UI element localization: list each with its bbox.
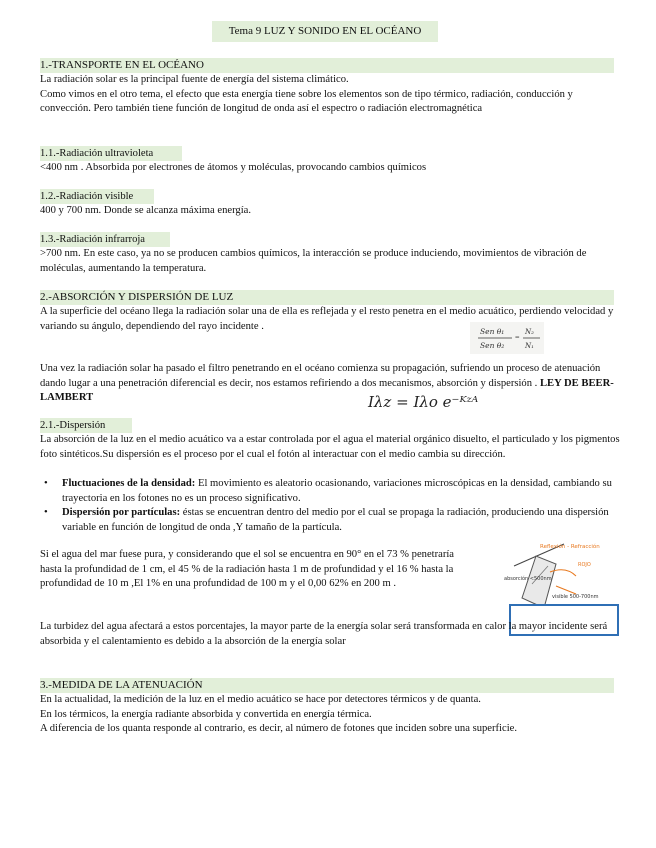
- section-3-text: [40, 693, 620, 737]
- paragraph: Si el agua del mar fuese pura, y considerando que el sol se encuentra en 90° en el 73 % penetraría hasta la profundidad de 1 cm, el 45 % de la radiación hasta 1 m de profundidad y el 16 % hasta la profundidad de 10 m ,El 1% en una profundidad de 100 m y el 0,00 62% en 200 m .: [40, 549, 454, 590]
- snell-n2: N₂: [525, 328, 534, 336]
- bullet-text: El movimiento es aleatorio ocasionando, variaciones microscópicas en la densidad, cambiando su trayectoria en los fotones no es un proceso significativo.: [62, 478, 612, 504]
- heading-ultravioleta: 1.1.-Radiación ultravioleta: [40, 146, 182, 161]
- paragraph: 400 y 700 nm. Donde se alcanza máxima energía.: [40, 205, 252, 216]
- bullet-list: [40, 477, 620, 535]
- heading-dispersion: 2.1.-Dispersión: [40, 418, 132, 433]
- heading-visible: 1.2.-Radiación visible: [40, 189, 154, 204]
- paragraph: A diferencia de los quanta responde al contrario, es decir, al número de fotones que inciden sobre una superficie.: [40, 723, 517, 735]
- diagram-label-absorcion: absorción <500nm: [504, 576, 552, 582]
- list-item: [40, 477, 620, 506]
- paragraph: <400 nm . Absorbida por electrones de átomos y moléculas, provocando cambios químicos: [40, 162, 427, 173]
- paragraph: A la superficie del océano llega la radiación solar una de ella es reflejada y el resto penetra en el medio acuático, perdiendo velocidad y variando su ángulo, dependiendo del rayo incidente .: [40, 306, 614, 332]
- paragraph: En la actualidad, la medición de la luz en el medio acuático se hace por detectores térmicos y de quanta.: [40, 694, 481, 705]
- snell-n1: N₁: [525, 342, 534, 350]
- paragraph: La turbidez del agua afectará a estos porcentajes, la mayor parte de la energía solar será transformada en calor la mayor incidente será absorbida y el calentamiento es debido a la absorción de la energía solar: [40, 621, 608, 647]
- snell-denominator: Sen θ₂: [480, 341, 505, 350]
- beer-lambert-label: LEY DE BEER-LAMBERT: [40, 377, 614, 404]
- bullet-title: Dispersión por partículas:: [62, 507, 181, 519]
- section-1-text: [40, 73, 620, 117]
- beer-lambert-formula: Iλz = Iλo e⁻ᴷᶻᴬ: [368, 393, 479, 411]
- snell-numerator: Sen θ₁: [480, 327, 505, 336]
- section-2-text: [40, 362, 620, 406]
- paragraph: Como vimos en el otro tema, el efecto que esta energía tiene sobre los elementos son de tipo térmico, radiación, conducción y convección. Pero también tiene función de longitud de onda así el espectro o radiación electromagnética: [40, 88, 573, 115]
- diagram-label-visible: visible 500-700nm: [552, 594, 599, 600]
- paragraph: La radiación solar es la principal fuente de energía del sistema climático.: [40, 74, 349, 85]
- bullet-text: éstas se encuentran dentro del medio por el cual se propaga la radiación, produciendo una dispersión variable en función de longitud de onda ,Y tamaño de la partícula.: [62, 507, 609, 533]
- paragraph: >700 nm. En este caso, ya no se producen cambios químicos, la interacción se produce induciendo, movimientos de vibración de moléculas, aumentando la temperatura.: [40, 248, 587, 274]
- paragraph: La absorción de la luz en el medio acuático va a estar controlada por el agua el material orgánico disuelto, el particulado y los pigmentos foto sintéticos.Su dispersión es el proceso por el cual el fotón al interactuar con el medio cambia su dirección.: [40, 434, 620, 460]
- paragraph: En los térmicos, la energía radiante absorbida y convertida en energía térmica.: [40, 708, 372, 720]
- snell-formula-image: [470, 322, 544, 354]
- paragraph: Una vez la radiación solar ha pasado el filtro penetrando en el océano comienza su propagación, sufriendo un proceso de atenuación dando lugar a una penetración diferencial es decir, nos estamos refiriendo a dos mecanismos, absorción y dispersión .: [40, 363, 601, 389]
- heading-transporte: 1.-TRANSPORTE EN EL OCÉANO: [40, 58, 614, 73]
- svg-text:=: =: [515, 333, 520, 342]
- list-item: [40, 506, 620, 535]
- document-title: Tema 9 LUZ Y SONIDO EN EL OCÉANO: [212, 21, 438, 42]
- bullet-title: Fluctuaciones de la densidad:: [62, 478, 196, 489]
- heading-absorcion: 2.-ABSORCIÓN Y DISPERSIÓN DE LUZ: [40, 290, 614, 305]
- heading-infrarroja: 1.3.-Radiación infrarroja: [40, 232, 170, 247]
- heading-medida-atenuacion: 3.-MEDIDA DE LA ATENUACIÓN: [40, 678, 614, 693]
- beer-lambert-formula-image: [364, 388, 488, 412]
- diagram-label-reflexion: Reflexión - Refracción: [540, 544, 600, 550]
- diagram-label-rojo: ROJO: [578, 562, 591, 568]
- bullet-icon: •: [44, 478, 48, 489]
- bullet-icon: •: [44, 507, 48, 519]
